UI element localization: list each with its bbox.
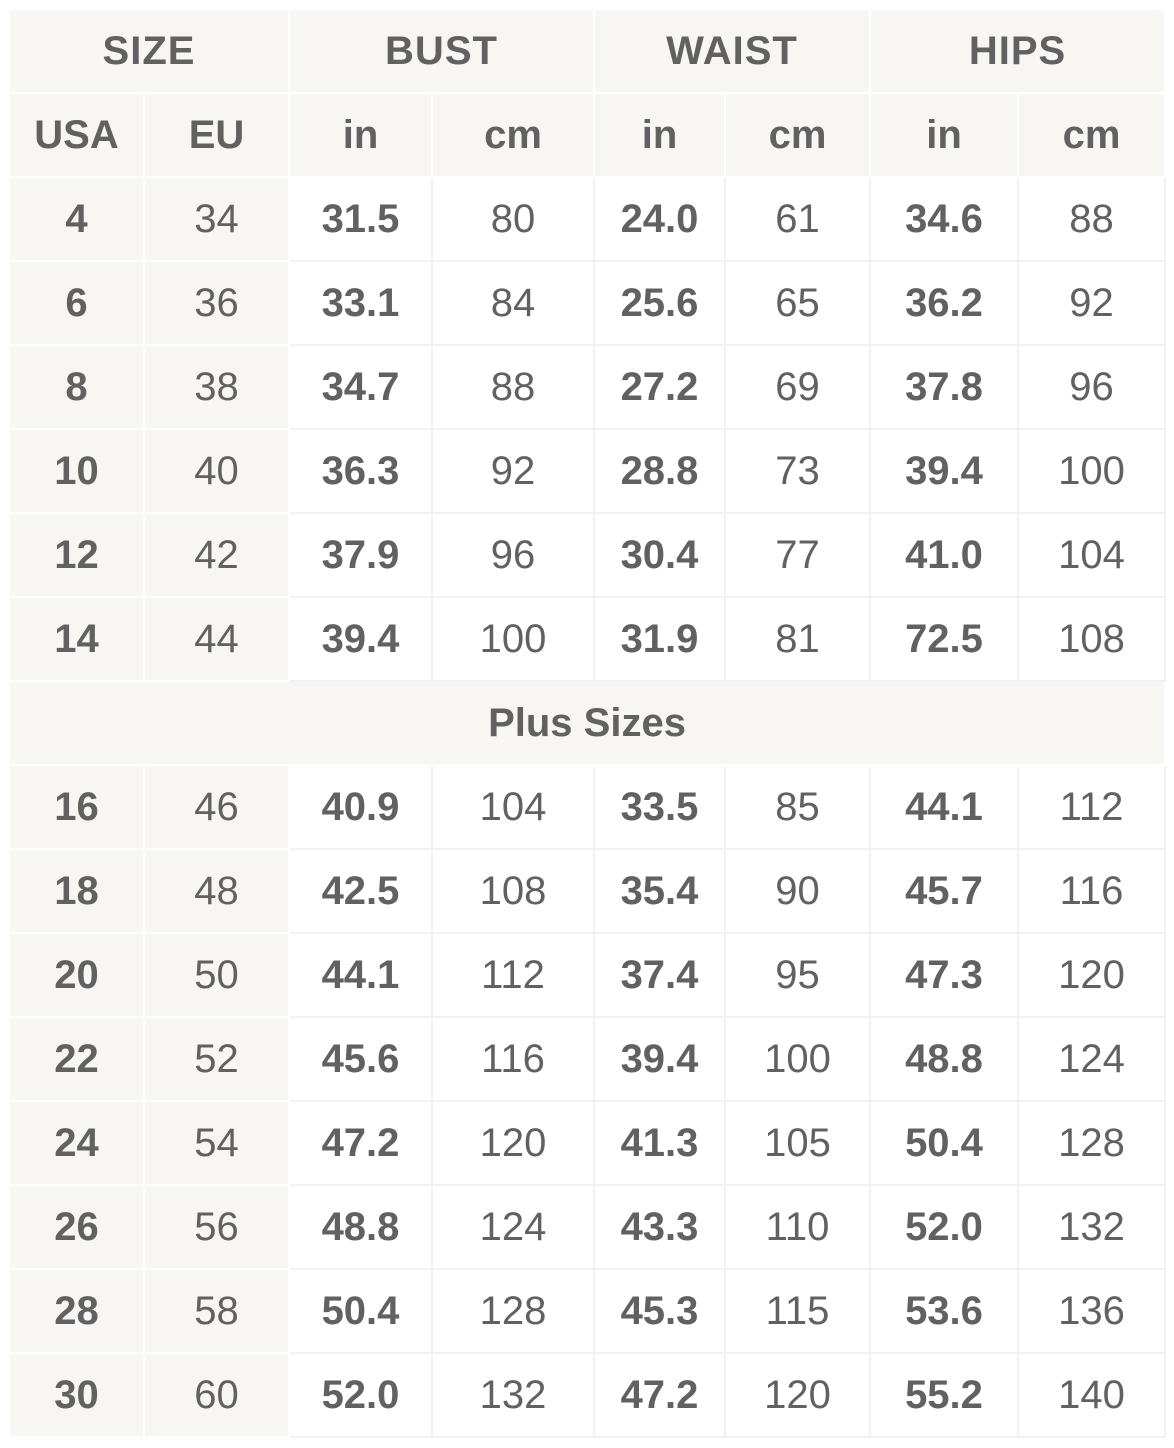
bust-in-cell: 39.4 (290, 598, 433, 682)
waist-cm-cell: 110 (726, 1186, 871, 1270)
bust-cm-cell: 128 (433, 1270, 595, 1354)
hips-in-cell: 52.0 (871, 1186, 1019, 1270)
size-eu-cell: 40 (145, 430, 290, 514)
hips-in-cell: 36.2 (871, 262, 1019, 346)
waist-in-cell: 27.2 (595, 346, 726, 430)
waist-cm-cell: 65 (726, 262, 871, 346)
waist-cm-cell: 69 (726, 346, 871, 430)
bust-in-cell: 31.5 (290, 178, 433, 262)
waist-cm-cell: 85 (726, 766, 871, 850)
size-usa-cell: 20 (10, 934, 145, 1018)
hips-group-header: HIPS (871, 10, 1166, 94)
hips-in-cell: 53.6 (871, 1270, 1019, 1354)
bust-cm-cell: 112 (433, 934, 595, 1018)
hips-cm-cell: 132 (1019, 1186, 1166, 1270)
size-usa-cell: 14 (10, 598, 145, 682)
waist-cm-cell: 90 (726, 850, 871, 934)
waist-in-cell: 28.8 (595, 430, 726, 514)
bust-cm-cell: 116 (433, 1018, 595, 1102)
waist-cm-cell: 120 (726, 1354, 871, 1438)
bust-in-cell: 45.6 (290, 1018, 433, 1102)
waist-cm-column-header: cm (726, 94, 871, 178)
bust-in-cell: 48.8 (290, 1186, 433, 1270)
hips-in-cell: 41.0 (871, 514, 1019, 598)
hips-in-cell: 34.6 (871, 178, 1019, 262)
waist-cm-cell: 77 (726, 514, 871, 598)
bust-cm-cell: 124 (433, 1186, 595, 1270)
size-usa-cell: 10 (10, 430, 145, 514)
hips-cm-cell: 136 (1019, 1270, 1166, 1354)
hips-in-cell: 72.5 (871, 598, 1019, 682)
waist-in-cell: 33.5 (595, 766, 726, 850)
waist-in-cell: 37.4 (595, 934, 726, 1018)
bust-in-cell: 44.1 (290, 934, 433, 1018)
bust-cm-cell: 120 (433, 1102, 595, 1186)
size-eu-cell: 34 (145, 178, 290, 262)
hips-in-cell: 48.8 (871, 1018, 1019, 1102)
bust-cm-cell: 96 (433, 514, 595, 598)
waist-cm-cell: 105 (726, 1102, 871, 1186)
hips-in-column-header: in (871, 94, 1019, 178)
hips-in-cell: 55.2 (871, 1354, 1019, 1438)
waist-cm-cell: 100 (726, 1018, 871, 1102)
size-eu-cell: 50 (145, 934, 290, 1018)
hips-cm-cell: 140 (1019, 1354, 1166, 1438)
size-usa-cell: 8 (10, 346, 145, 430)
hips-in-cell: 37.8 (871, 346, 1019, 430)
waist-in-cell: 43.3 (595, 1186, 726, 1270)
waist-group-header: WAIST (595, 10, 871, 94)
hips-cm-cell: 96 (1019, 346, 1166, 430)
size-eu-cell: 36 (145, 262, 290, 346)
waist-in-cell: 47.2 (595, 1354, 726, 1438)
size-eu-cell: 42 (145, 514, 290, 598)
usa-column-header: USA (10, 94, 145, 178)
bust-cm-cell: 92 (433, 430, 595, 514)
waist-cm-cell: 73 (726, 430, 871, 514)
bust-in-cell: 40.9 (290, 766, 433, 850)
waist-in-cell: 31.9 (595, 598, 726, 682)
bust-in-cell: 50.4 (290, 1270, 433, 1354)
waist-in-cell: 39.4 (595, 1018, 726, 1102)
bust-in-cell: 42.5 (290, 850, 433, 934)
waist-in-cell: 30.4 (595, 514, 726, 598)
size-usa-cell: 22 (10, 1018, 145, 1102)
waist-cm-cell: 95 (726, 934, 871, 1018)
hips-cm-cell: 128 (1019, 1102, 1166, 1186)
bust-in-cell: 47.2 (290, 1102, 433, 1186)
size-eu-cell: 44 (145, 598, 290, 682)
size-usa-cell: 4 (10, 178, 145, 262)
bust-in-cell: 52.0 (290, 1354, 433, 1438)
size-group-header: SIZE (10, 10, 290, 94)
hips-in-cell: 45.7 (871, 850, 1019, 934)
waist-cm-cell: 81 (726, 598, 871, 682)
size-eu-cell: 52 (145, 1018, 290, 1102)
size-eu-cell: 46 (145, 766, 290, 850)
hips-in-cell: 39.4 (871, 430, 1019, 514)
bust-cm-cell: 84 (433, 262, 595, 346)
size-usa-cell: 26 (10, 1186, 145, 1270)
hips-cm-cell: 116 (1019, 850, 1166, 934)
bust-in-cell: 33.1 (290, 262, 433, 346)
size-eu-cell: 48 (145, 850, 290, 934)
plus-sizes-divider: Plus Sizes (10, 682, 1166, 766)
size-eu-cell: 58 (145, 1270, 290, 1354)
waist-in-cell: 24.0 (595, 178, 726, 262)
bust-cm-cell: 132 (433, 1354, 595, 1438)
hips-cm-cell: 108 (1019, 598, 1166, 682)
bust-cm-cell: 80 (433, 178, 595, 262)
hips-cm-cell: 92 (1019, 262, 1166, 346)
hips-cm-cell: 100 (1019, 430, 1166, 514)
waist-cm-cell: 61 (726, 178, 871, 262)
bust-cm-cell: 104 (433, 766, 595, 850)
bust-cm-cell: 108 (433, 850, 595, 934)
waist-in-cell: 41.3 (595, 1102, 726, 1186)
bust-cm-cell: 100 (433, 598, 595, 682)
hips-cm-column-header: cm (1019, 94, 1166, 178)
hips-in-cell: 50.4 (871, 1102, 1019, 1186)
hips-cm-cell: 120 (1019, 934, 1166, 1018)
size-usa-cell: 30 (10, 1354, 145, 1438)
bust-in-cell: 37.9 (290, 514, 433, 598)
hips-cm-cell: 104 (1019, 514, 1166, 598)
size-eu-cell: 54 (145, 1102, 290, 1186)
waist-cm-cell: 115 (726, 1270, 871, 1354)
size-usa-cell: 24 (10, 1102, 145, 1186)
size-usa-cell: 18 (10, 850, 145, 934)
size-usa-cell: 6 (10, 262, 145, 346)
hips-cm-cell: 88 (1019, 178, 1166, 262)
bust-cm-column-header: cm (433, 94, 595, 178)
hips-cm-cell: 124 (1019, 1018, 1166, 1102)
waist-in-cell: 25.6 (595, 262, 726, 346)
waist-in-column-header: in (595, 94, 726, 178)
bust-in-column-header: in (290, 94, 433, 178)
waist-in-cell: 35.4 (595, 850, 726, 934)
waist-in-cell: 45.3 (595, 1270, 726, 1354)
hips-cm-cell: 112 (1019, 766, 1166, 850)
size-usa-cell: 28 (10, 1270, 145, 1354)
size-eu-cell: 38 (145, 346, 290, 430)
size-chart-table (10, 10, 1166, 1438)
size-eu-cell: 56 (145, 1186, 290, 1270)
bust-in-cell: 34.7 (290, 346, 433, 430)
bust-group-header: BUST (290, 10, 595, 94)
size-eu-cell: 60 (145, 1354, 290, 1438)
bust-cm-cell: 88 (433, 346, 595, 430)
size-usa-cell: 12 (10, 514, 145, 598)
hips-in-cell: 44.1 (871, 766, 1019, 850)
eu-column-header: EU (145, 94, 290, 178)
hips-in-cell: 47.3 (871, 934, 1019, 1018)
bust-in-cell: 36.3 (290, 430, 433, 514)
size-usa-cell: 16 (10, 766, 145, 850)
